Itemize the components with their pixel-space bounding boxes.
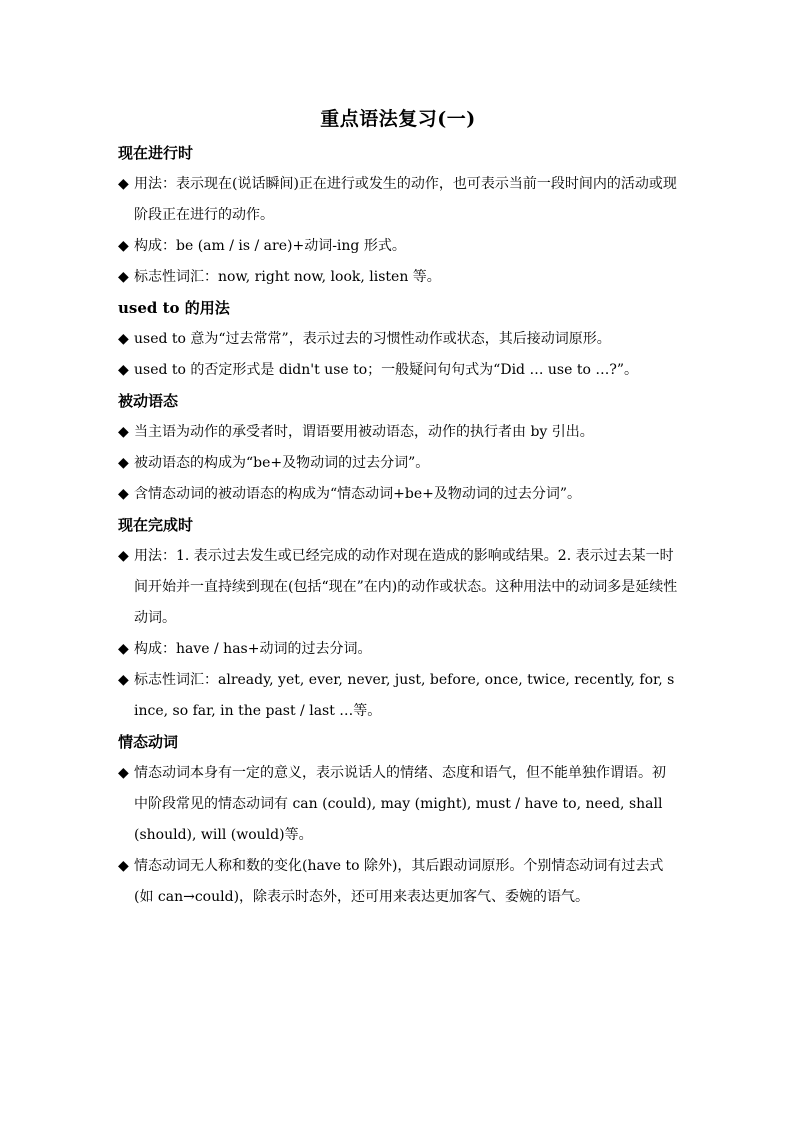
diamond-bullet-icon: ◆ (118, 424, 129, 440)
diamond-bullet-icon: ◆ (118, 548, 129, 564)
bullet-item (118, 262, 678, 293)
bullet-item (118, 231, 678, 262)
bullet-text: 构成：be (am / is / are)+动词-ing 形式。 (134, 238, 406, 254)
bullet-item (118, 541, 678, 634)
section-heading: 被动语态 (118, 392, 179, 410)
diamond-bullet-icon: ◆ (118, 238, 129, 254)
bullet-text: 标志性词汇：already, yet, ever, never, just, before, once, twice, recently, for, since, so far, in the past / last …等。 (134, 672, 675, 719)
bullet-item (118, 479, 678, 510)
document-title: 重点语法复习(一) (320, 108, 476, 130)
diamond-bullet-icon: ◆ (118, 455, 129, 471)
diamond-bullet-icon: ◆ (118, 176, 129, 192)
bullet-text: 情态动词本身有一定的意义，表示说话人的情绪、态度和语气，但不能单独作谓语。初中阶段常见的情态动词有 can (could), may (might), must / have to, need, shall (should), will (would)等。 (134, 765, 666, 843)
grammar-section (118, 293, 678, 386)
document-content (118, 104, 678, 913)
section-heading: 情态动词 (118, 733, 179, 751)
bullet-text: 当主语为动作的承受者时，谓语要用被动语态，动作的执行者由 by 引出。 (134, 424, 594, 440)
bullet-item (118, 355, 678, 386)
bullet-text: 构成：have / has+动词的过去分词。 (134, 641, 372, 657)
bullet-text: 用法：表示现在(说话瞬间)正在进行或发生的动作，也可表示当前一段时间内的活动或现阶段正在进行的动作。 (134, 176, 677, 223)
grammar-sections (118, 138, 678, 913)
bullet-text: 含情态动词的被动语态的构成为“情态动词+be+及物动词的过去分词”。 (134, 486, 582, 502)
diamond-bullet-icon: ◆ (118, 672, 129, 688)
bullet-text: 情态动词无人称和数的变化(have to 除外)，其后跟动词原形。个别情态动词有过去式(如 can→could)，除表示时态外，还可用来表达更加客气、委婉的语气。 (134, 858, 664, 905)
bullet-item (118, 634, 678, 665)
bullet-item (118, 324, 678, 355)
diamond-bullet-icon: ◆ (118, 331, 129, 347)
bullet-item (118, 169, 678, 231)
bullet-item (118, 448, 678, 479)
diamond-bullet-icon: ◆ (118, 269, 129, 285)
bullet-text: 被动语态的构成为“be+及物动词的过去分词”。 (134, 455, 430, 471)
bullet-item (118, 417, 678, 448)
section-heading: 现在进行时 (118, 144, 194, 162)
bullet-text: used to 的否定形式是 didn't use to；一般疑问句句式为“Did … use to …?”。 (134, 362, 639, 378)
diamond-bullet-icon: ◆ (118, 765, 129, 781)
bullet-text: used to 意为“过去常常”，表示过去的习惯性动作或状态，其后接动词原形。 (134, 331, 611, 347)
diamond-bullet-icon: ◆ (118, 486, 129, 502)
grammar-section (118, 727, 678, 913)
section-heading: used to 的用法 (118, 299, 230, 317)
bullet-text: 标志性词汇：now, right now, look, listen 等。 (134, 269, 441, 285)
bullet-text: 用法：1. 表示过去发生或已经完成的动作对现在造成的影响或结果。2. 表示过去某一时间开始并一直持续到现在(包括“现在”在内)的动作或状态。这种用法中的动词多是延续性动词。 (134, 548, 678, 626)
grammar-section (118, 386, 678, 510)
diamond-bullet-icon: ◆ (118, 858, 129, 874)
grammar-section (118, 138, 678, 293)
grammar-section (118, 510, 678, 727)
bullet-item (118, 758, 678, 851)
bullet-item (118, 851, 678, 913)
diamond-bullet-icon: ◆ (118, 362, 129, 378)
bullet-item (118, 665, 678, 727)
section-heading: 现在完成时 (118, 516, 194, 534)
diamond-bullet-icon: ◆ (118, 641, 129, 657)
